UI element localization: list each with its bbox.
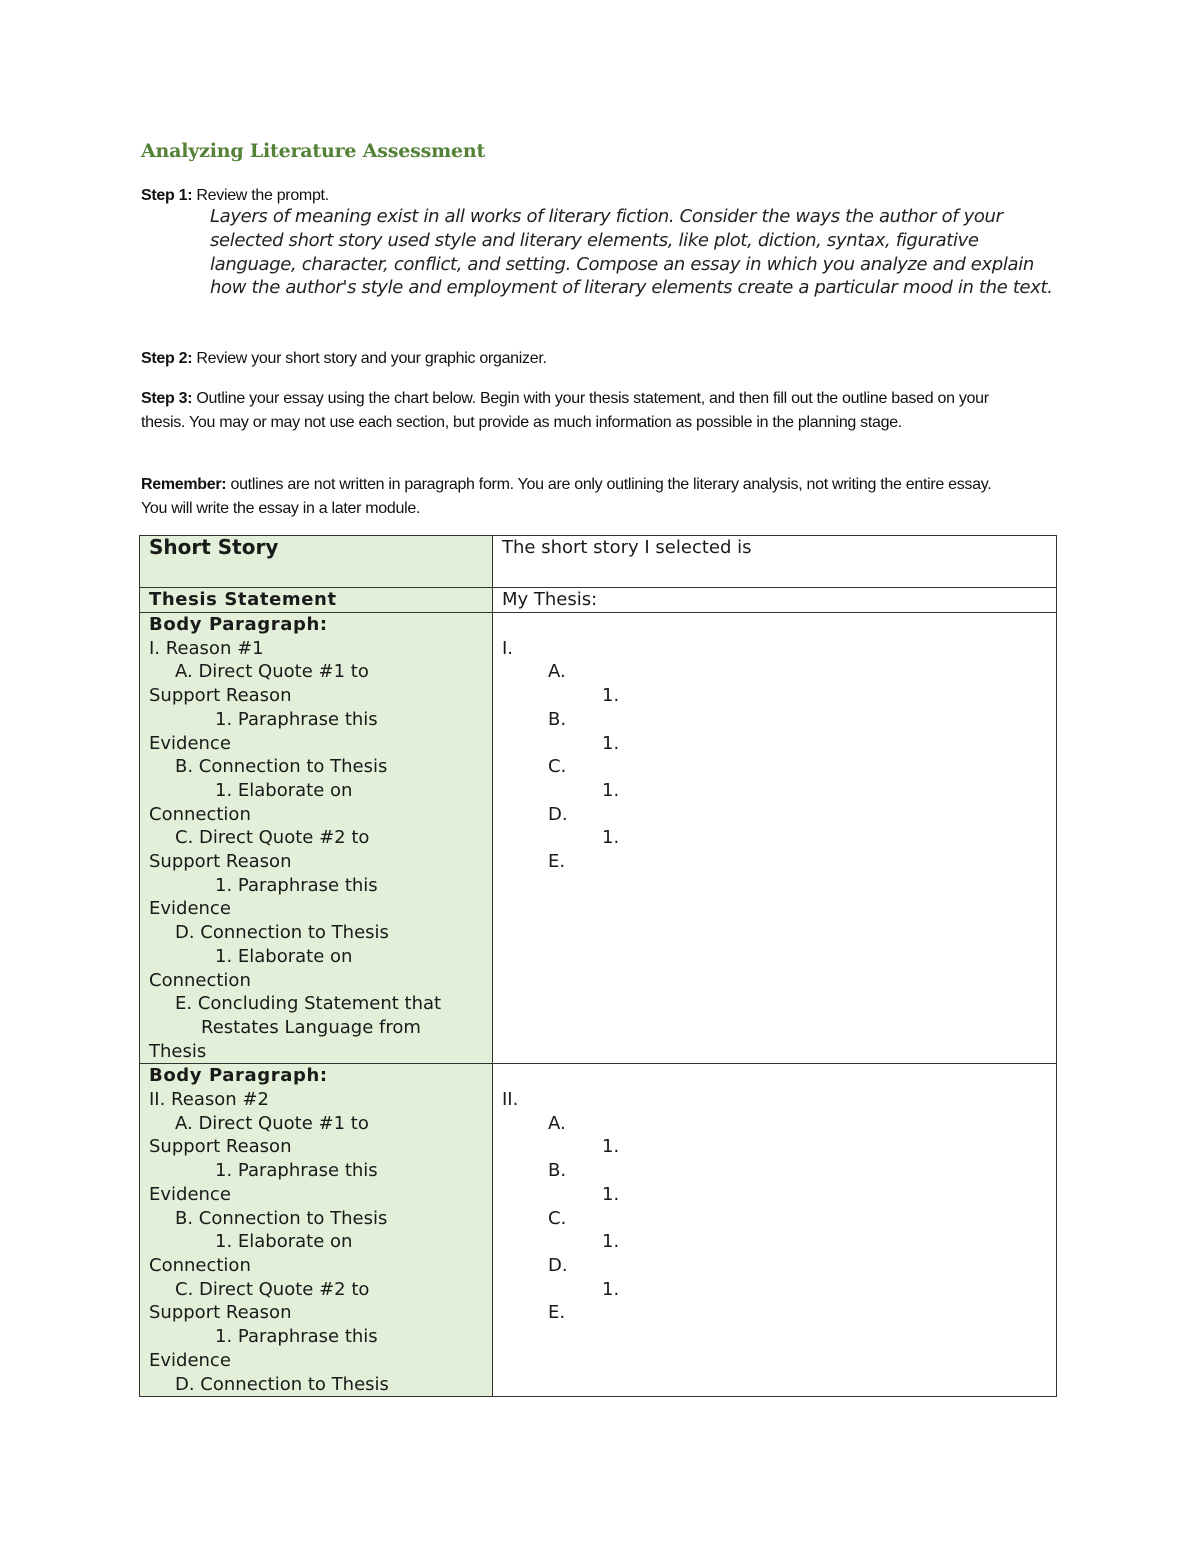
body-paragraph-2-heading: Body Paragraph:: [149, 1065, 328, 1087]
body-paragraph-1-heading: Body Paragraph:: [149, 614, 328, 635]
outline-guide-line: 1. Elaborate on: [215, 1231, 353, 1253]
outline-marker: 1.: [602, 1136, 620, 1158]
outline-marker: 1.: [602, 1278, 620, 1300]
thesis-value: My Thesis:: [502, 589, 598, 610]
outline-marker: D.: [548, 1254, 568, 1276]
thesis-row: [140, 588, 1057, 613]
outline-marker: 1.: [602, 827, 620, 849]
outline-marker: A.: [548, 1112, 566, 1134]
outline-marker: A.: [548, 661, 566, 683]
outline-guide-line: Evidence: [149, 898, 231, 920]
step-2: [141, 347, 1021, 371]
outline-guide-line: Evidence: [149, 732, 231, 754]
outline-guide-line: C. Direct Quote #2 to: [175, 827, 370, 849]
outline-guide-line: A. Direct Quote #1 to: [175, 1112, 369, 1134]
step-3-text: Outline your essay using the chart below. Begin with your thesis statement, and then fill out the outline based on your thesis. You may or may not use each section, but provide as much information as possible in the planning stage.: [141, 390, 989, 431]
step-1: [141, 184, 1021, 208]
outline-guide-line: Connection: [149, 1254, 251, 1276]
spacer: [502, 1064, 1047, 1088]
outline-marker: E.: [548, 1302, 566, 1324]
outline-guide-line: Thesis: [149, 1040, 207, 1062]
outline-guide-line: Support Reason: [149, 685, 292, 707]
outline-marker: C.: [548, 1207, 567, 1229]
outline-guide-line: Connection: [149, 969, 251, 991]
step-1-text: Review the prompt.: [192, 187, 329, 204]
outline-guide-line: D. Connection to Thesis: [175, 922, 389, 944]
outline-guide-line: Evidence: [149, 1183, 231, 1205]
outline-guide-line: 1. Elaborate on: [215, 779, 353, 801]
outline-marker: D.: [548, 803, 568, 825]
outline-marker: 1.: [602, 685, 620, 707]
outline-marker: E.: [548, 851, 566, 873]
outline-marker: 1.: [602, 1231, 620, 1253]
short-story-label: Short Story: [149, 535, 279, 559]
body-paragraph-2-row: [140, 1064, 1057, 1397]
body-paragraph-1-input-cell[interactable]: [493, 613, 1057, 1064]
outline-guide-line: 1. Paraphrase this: [215, 708, 378, 730]
outline-guide-line: Evidence: [149, 1349, 231, 1371]
remember-label: Remember:: [141, 476, 227, 493]
outline-marker: II.: [502, 1089, 519, 1111]
outline-marker: C.: [548, 756, 567, 778]
body-paragraph-1-row: [140, 613, 1057, 1064]
essay-prompt: Layers of meaning exist in all works of literary fiction. Consider the ways the author of your selected short story used style and literary elements, like plot, diction, syntax, figurative language, character, conflict, and setting. Compose an essay in which you analyze and explain how the author's style and employment of literary elements create a particular mood in the text.: [210, 206, 1053, 299]
remember-note: [141, 473, 1021, 520]
outline-marker: 1.: [602, 1183, 620, 1205]
outline-marker: 1.: [602, 779, 620, 801]
body-paragraph-2-label-cell: [140, 1064, 493, 1397]
outline-guide-line: B. Connection to Thesis: [175, 756, 388, 778]
outline-guide-line: 1. Paraphrase this: [215, 874, 378, 896]
short-story-row: [140, 536, 1057, 588]
outline-guide-line: 1. Paraphrase this: [215, 1160, 378, 1182]
outline-marker: B.: [548, 1160, 567, 1182]
thesis-label: Thesis Statement: [149, 589, 337, 610]
step-2-label: Step 2:: [141, 350, 193, 367]
outline-marker: B.: [548, 708, 567, 730]
outline-guide-line: B. Connection to Thesis: [175, 1207, 388, 1229]
outline-guide-line: Restates Language from: [201, 1016, 421, 1038]
step-2-text: Review your short story and your graphic organizer.: [192, 350, 547, 367]
short-story-value: The short story I selected is: [502, 537, 752, 558]
thesis-label-cell: [140, 588, 493, 613]
outline-guide-line: 1. Elaborate on: [215, 945, 353, 967]
outline-guide-line: II. Reason #2: [149, 1089, 269, 1111]
body-paragraph-1-label-cell: [140, 613, 493, 1064]
outline-guide-line: E. Concluding Statement that: [175, 993, 442, 1015]
spacer: [502, 613, 1047, 637]
outline-marker: I.: [502, 637, 514, 659]
outline-guide-line: C. Direct Quote #2 to: [175, 1278, 370, 1300]
body-paragraph-2-input-cell[interactable]: [493, 1064, 1057, 1397]
step-3-label: Step 3:: [141, 390, 193, 407]
remember-text: outlines are not written in paragraph form. You are only outlining the literary analysis, not writing the entire essay. You will write the essay in a later module.: [141, 476, 992, 517]
outline-guide-line: Connection: [149, 803, 251, 825]
outline-guide-line: Support Reason: [149, 851, 292, 873]
outline-guide-line: A. Direct Quote #1 to: [175, 661, 369, 683]
short-story-label-cell: [140, 536, 493, 588]
step-3: [141, 387, 1021, 434]
short-story-input-cell[interactable]: [493, 536, 1057, 588]
outline-guide-line: D. Connection to Thesis: [175, 1373, 389, 1395]
outline-marker: 1.: [602, 732, 620, 754]
document-title: Analyzing Literature Assessment: [141, 140, 486, 162]
step-1-label: Step 1:: [141, 187, 193, 204]
outline-guide-line: Support Reason: [149, 1136, 292, 1158]
outline-table: [139, 535, 1057, 1397]
outline-guide-line: 1. Paraphrase this: [215, 1326, 378, 1348]
outline-guide-line: Support Reason: [149, 1302, 292, 1324]
outline-guide-line: I. Reason #1: [149, 637, 264, 659]
thesis-input-cell[interactable]: [493, 588, 1057, 613]
